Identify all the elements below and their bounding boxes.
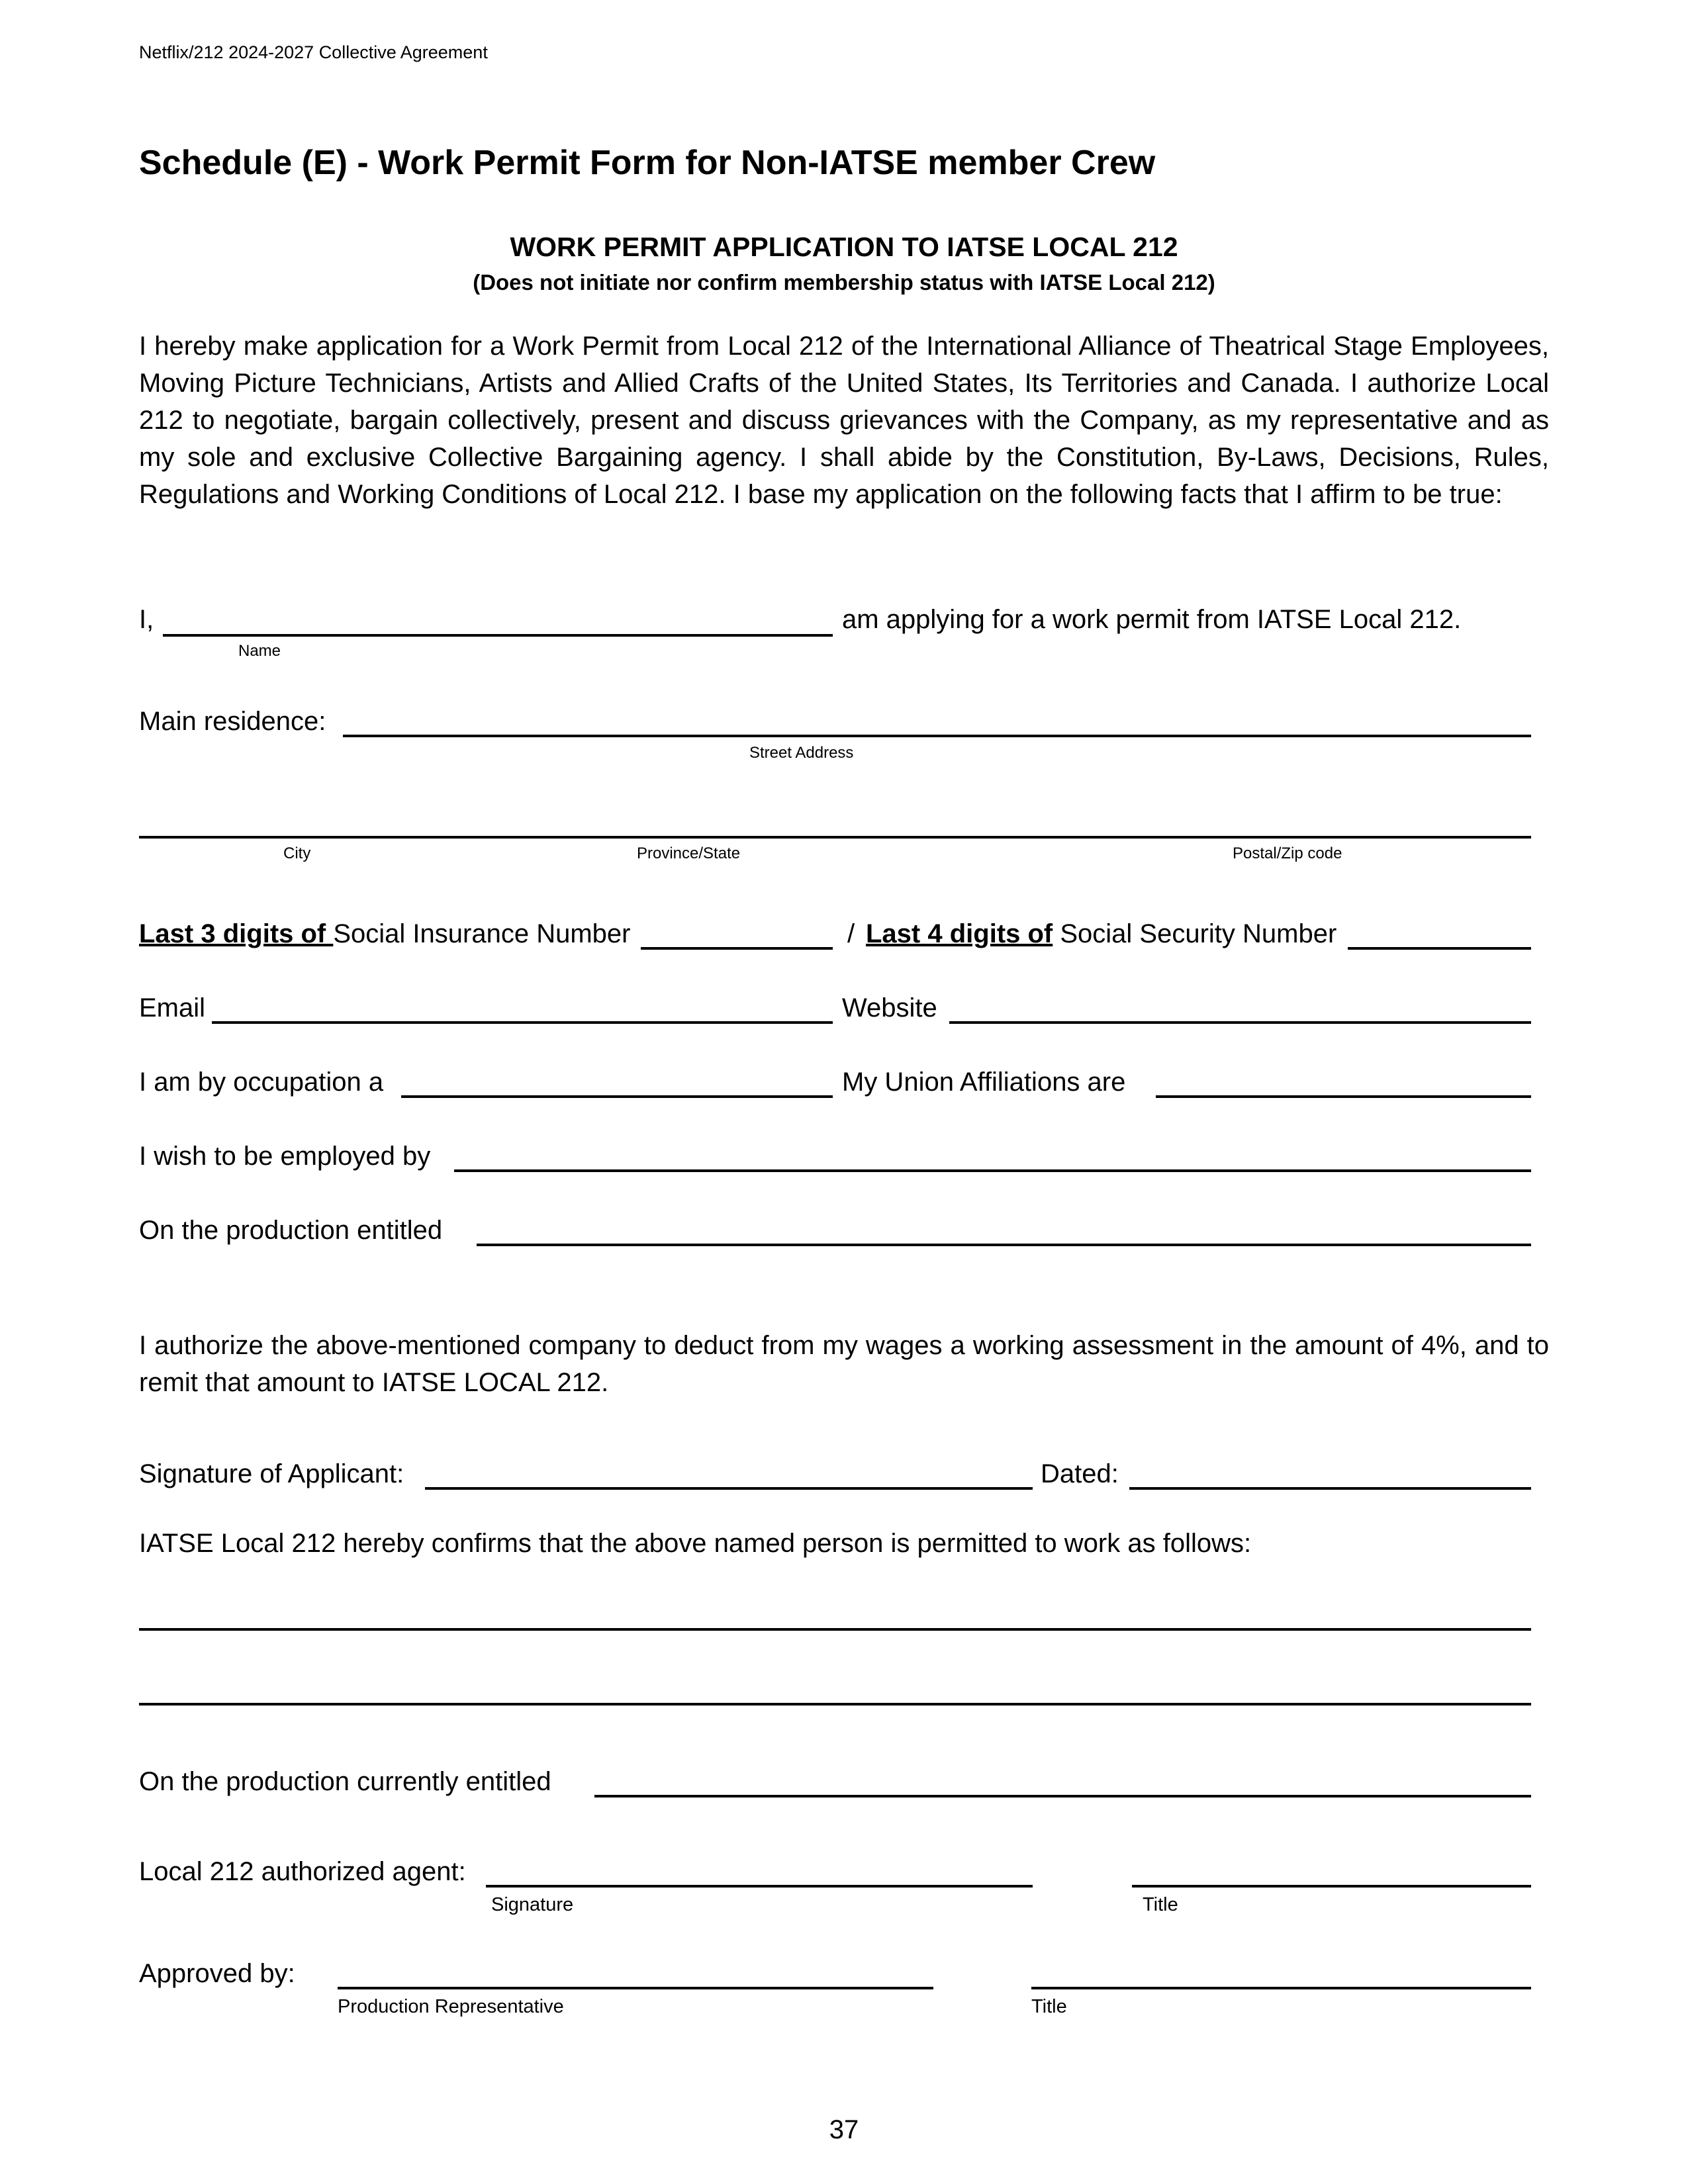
authorize-paragraph: I authorize the above-mentioned company to deduct from my wages a working assessment in the amount of 4%, and to remit that amount to IATSE LOCAL 212. [139, 1331, 1549, 1397]
sin-bold-label: Last 3 digits of [139, 919, 334, 948]
street-address-field[interactable] [343, 735, 1531, 737]
name-caption: Name [238, 642, 281, 660]
ssn-text: Social Security Number [1053, 919, 1337, 948]
production-label: On the production entitled [139, 1216, 443, 1245]
name-prefix: I, [139, 605, 154, 634]
applicant-signature-label: Signature of Applicant: [139, 1459, 404, 1488]
employer-field[interactable] [454, 1169, 1531, 1172]
form-title: WORK PERMIT APPLICATION TO IATSE LOCAL 212 [510, 232, 1178, 262]
production-field[interactable] [477, 1244, 1531, 1246]
sin-label [139, 919, 630, 949]
occupation-label: I am by occupation a [139, 1068, 384, 1097]
email-label: Email [139, 993, 206, 1023]
agent-signature-field[interactable] [486, 1885, 1033, 1888]
sin-field[interactable] [641, 947, 833, 950]
name-field[interactable] [163, 634, 833, 637]
permit-details-line-1[interactable] [139, 1628, 1531, 1631]
agent-title-field[interactable] [1132, 1885, 1531, 1888]
production-current-label: On the production currently entitled [139, 1767, 551, 1796]
dated-field[interactable] [1129, 1487, 1531, 1490]
ssn-label [866, 919, 1336, 949]
approved-label: Approved by: [139, 1959, 295, 1988]
production-rep-caption: Production Representative [338, 1996, 564, 2017]
dated-label: Dated: [1041, 1459, 1119, 1488]
production-current-field[interactable] [594, 1795, 1531, 1797]
slash-separator: / [847, 919, 855, 948]
employed-label: I wish to be employed by [139, 1142, 431, 1171]
ssn-field[interactable] [1348, 947, 1531, 950]
website-field[interactable] [949, 1021, 1531, 1024]
production-rep-field[interactable] [338, 1987, 933, 1989]
applicant-signature-field[interactable] [425, 1487, 1033, 1490]
residence-label: Main residence: [139, 707, 326, 736]
agent-title-caption: Title [1143, 1894, 1178, 1915]
postal-caption: Postal/Zip code [1233, 844, 1342, 862]
confirm-text: IATSE Local 212 hereby confirms that the above named person is permitted to work as follows: [139, 1529, 1252, 1558]
union-label: My Union Affiliations are [842, 1068, 1126, 1097]
agent-signature-caption: Signature [491, 1894, 574, 1915]
province-caption: Province/State [637, 844, 741, 862]
agent-label: Local 212 authorized agent: [139, 1857, 466, 1886]
page-number: 37 [829, 2115, 859, 2144]
approved-title-caption: Title [1031, 1996, 1067, 2017]
schedule-title: Schedule (E) - Work Permit Form for Non-IATSE member Crew [139, 144, 1156, 182]
ssn-bold-label: Last 4 digits of [866, 919, 1053, 948]
running-header: Netflix/212 2024-2027 Collective Agreement [139, 42, 488, 62]
city-caption: City [283, 844, 311, 862]
name-suffix: am applying for a work permit from IATSE Local 212. [842, 605, 1462, 634]
permit-details-line-2[interactable] [139, 1703, 1531, 1706]
occupation-field[interactable] [401, 1095, 833, 1098]
street-caption: Street Address [749, 744, 854, 762]
email-field[interactable] [212, 1021, 833, 1024]
approved-title-field[interactable] [1031, 1987, 1531, 1989]
union-field[interactable] [1156, 1095, 1531, 1098]
form-subtitle: (Does not initiate nor confirm membership status with IATSE Local 212) [473, 270, 1215, 295]
city-province-postal-field[interactable] [139, 836, 1531, 839]
sin-text: Social Insurance Number [333, 919, 631, 948]
intro-paragraph: I hereby make application for a Work Permit from Local 212 of the International Alliance of Theatrical Stage Employees, Moving Picture Technicians, Artists and Allied Crafts of the United States, Its Territories and Canada. I authorize Local 212 to negotiate, bargain collectively, present and discuss grievances with the Company, as my representative and as my sole and exclusive Collective Bargaining agency. I shall abide by the Constitution, By-Laws, Decisions, Rules, Regulations and Working Conditions of Local 212. I base my application on the following facts that I affirm to be true: [139, 332, 1549, 509]
website-label: Website [842, 993, 937, 1023]
